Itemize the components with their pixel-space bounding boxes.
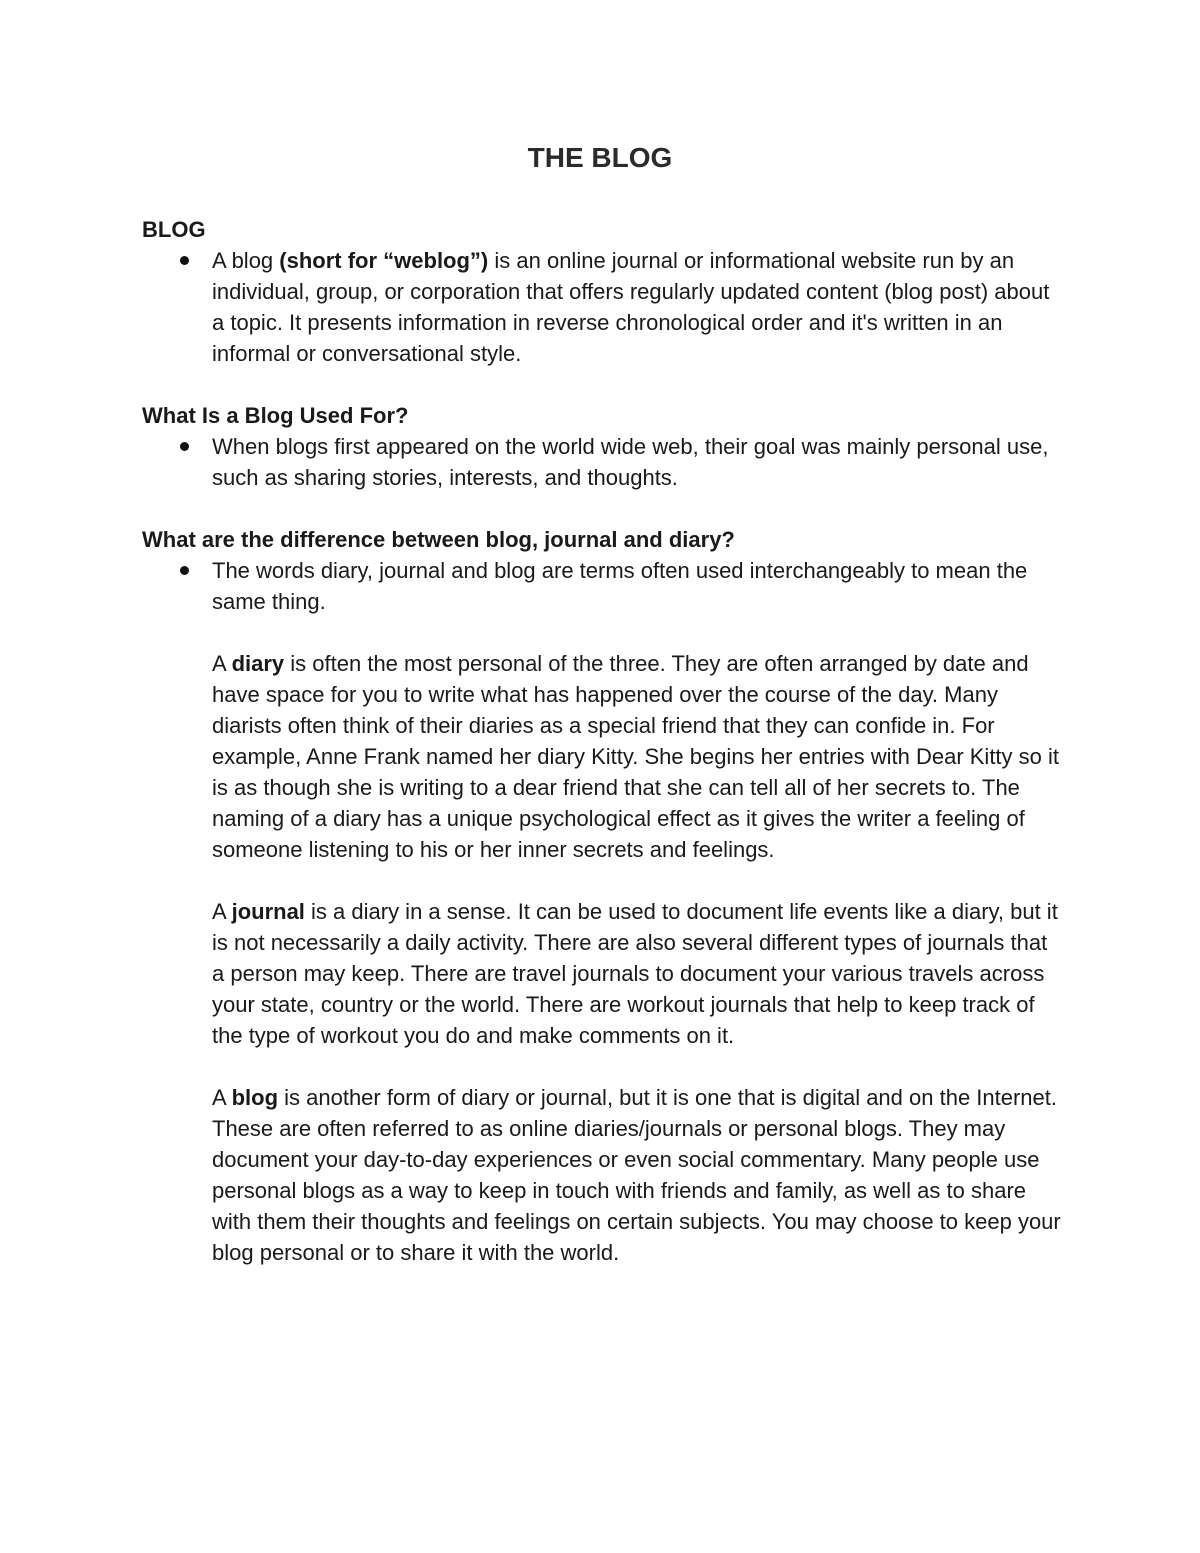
paragraph-pre: A bbox=[212, 651, 232, 676]
bullet-text: The words diary, journal and blog are terms often used interchangeably to mean the same thing. bbox=[212, 558, 1028, 614]
bullet-icon bbox=[180, 566, 189, 575]
bullet-text-pre: A blog bbox=[212, 248, 280, 273]
section-heading-difference: What are the difference between blog, journal and diary? bbox=[142, 527, 735, 552]
document-title: THE BLOG bbox=[527, 142, 673, 173]
spacer bbox=[142, 617, 1062, 648]
paragraph-pre: A bbox=[212, 899, 232, 924]
term-blog: blog bbox=[231, 1085, 279, 1110]
spacer bbox=[142, 1051, 1062, 1082]
paragraph-pre: A bbox=[212, 1085, 232, 1110]
bullet-text-post: is an online journal or informational website run by an individual, group, or corporation that offers regularly updated content (blog post) about a topic. It presents information in reverse chronological order and it's written in an informal or conversational style. bbox=[212, 248, 1050, 366]
spacer bbox=[142, 493, 1062, 524]
bullet-text-bold: (short for “weblog”) bbox=[279, 248, 489, 273]
spacer bbox=[142, 865, 1062, 896]
document-body bbox=[142, 214, 1062, 1268]
list-item bbox=[142, 245, 1062, 369]
paragraph-post: is another form of diary or journal, but it is one that is digital and on the Internet. These are often referred to as online diaries/journals or personal blogs. They may document your day-to-day experiences or even social commentary. Many people use personal blogs as a way to keep in touch with friends and family, as well as to share with them their thoughts and feelings on certain subjects. You may choose to keep your blog personal or to share it with the world. bbox=[212, 1085, 1061, 1265]
bullet-icon bbox=[180, 442, 189, 451]
paragraph-post: is often the most personal of the three. They are often arranged by date and have space for you to write what has happened over the course of the day. Many diarists often think of their diaries as a special friend that they can confide in. For example, Anne Frank named her diary Kitty. She begins her entries with Dear Kitty so it is as though she is writing to a dear friend that she can tell all of her secrets to. The naming of a diary has a unique psychological effect as it gives the writer a feeling of someone listening to his or her inner secrets and feelings. bbox=[212, 651, 1059, 862]
paragraph-journal bbox=[142, 896, 1062, 1051]
list-item bbox=[142, 431, 1062, 493]
section-heading-used-for: What Is a Blog Used For? bbox=[142, 403, 409, 428]
bullet-icon bbox=[180, 256, 189, 265]
section-heading-blog: BLOG bbox=[142, 217, 206, 242]
term-diary: diary bbox=[231, 651, 285, 676]
paragraph-post: is a diary in a sense. It can be used to document life events like a diary, but it is not necessarily a daily activity. There are also several different types of journals that a person may keep. There are travel journals to document your various travels across your state, country or the world. There are workout journals that help to keep track of the type of workout you do and make comments on it. bbox=[212, 899, 1058, 1048]
paragraph-diary bbox=[142, 648, 1062, 865]
term-journal: journal bbox=[231, 899, 305, 924]
spacer bbox=[142, 369, 1062, 400]
bullet-text: When blogs first appeared on the world wide web, their goal was mainly personal use, such as sharing stories, interests, and thoughts. bbox=[212, 434, 1049, 490]
list-item bbox=[142, 555, 1062, 617]
paragraph-blog bbox=[142, 1082, 1062, 1268]
